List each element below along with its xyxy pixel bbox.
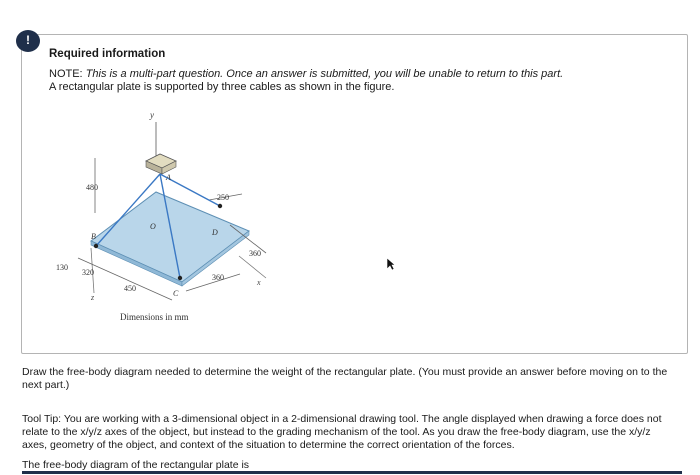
point-d-label: D: [212, 228, 218, 237]
dim-360-bottom-label: 360: [212, 273, 224, 282]
note-text: This is a multi-part question. Once an answer is submitted, you will be unable to return to this part.: [85, 68, 564, 80]
point-a-label: A: [166, 173, 171, 182]
question-text: Draw the free-body diagram needed to determine the weight of the rectangular plate. (You must provide an answer before moving on to the next part.): [22, 366, 668, 391]
x-axis: [239, 256, 266, 278]
dim-320-label: 320: [82, 268, 94, 277]
point-c-label: C: [173, 289, 179, 298]
dim-480-label: 480: [86, 183, 98, 192]
plate-cable-figure: [44, 108, 284, 323]
figure-caption: Dimensions in mm: [120, 312, 189, 322]
note-label: NOTE:: [49, 68, 83, 80]
point-d-dot: [218, 204, 222, 208]
origin-label: O: [150, 222, 156, 231]
note-line: [49, 68, 563, 80]
mouse-cursor-icon: [386, 257, 396, 271]
answer-area-divider: [22, 471, 682, 474]
point-c-dot: [178, 276, 182, 280]
dim-130-label: 130: [56, 263, 68, 272]
point-b-label: B: [91, 232, 96, 241]
alert-icon: !: [16, 30, 40, 52]
problem-description: A rectangular plate is supported by three cables as shown in the figure.: [49, 81, 395, 93]
fbd-heading: The free-body diagram of the rectangular plate is: [22, 459, 250, 471]
required-info-title: Required information: [49, 48, 166, 60]
point-b-dot: [94, 244, 98, 248]
dim-250-label: 250: [217, 193, 229, 202]
dim-450-label: 450: [124, 284, 136, 293]
tool-tip-text: Tool Tip: You are working with a 3-dimensional object in a 2-dimensional drawing tool. The angle displayed when drawing a force does not relate to the x/y/z axes of the object, but instead to the grading mechanism of the tool. As you draw the free-body diagram, use the x/y/z axes, geometry of the object, and context of the situation to determine the correct orientation of the forces.: [22, 413, 662, 451]
x-axis-label: x: [257, 278, 261, 287]
y-axis-label: y: [150, 110, 154, 120]
dim-360-right-label: 360: [249, 249, 261, 258]
z-axis-label: z: [91, 293, 95, 302]
rectangular-plate: [91, 192, 249, 282]
